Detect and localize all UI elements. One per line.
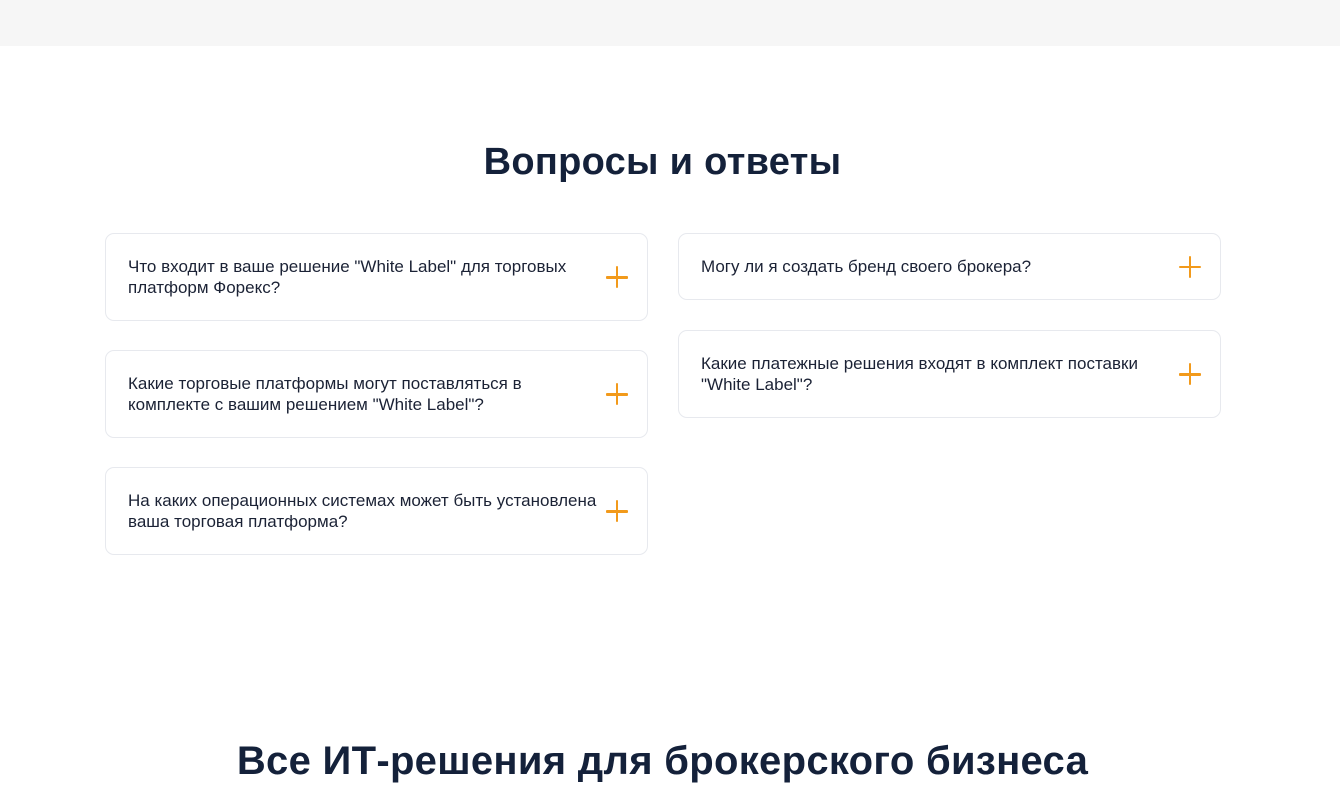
plus-icon[interactable] bbox=[606, 266, 628, 288]
faq-item[interactable] bbox=[678, 233, 1221, 300]
faq-item[interactable] bbox=[105, 467, 648, 555]
top-strip bbox=[0, 0, 1340, 46]
plus-icon[interactable] bbox=[1179, 363, 1201, 385]
faq-question: Какие торговые платформы могут поставляться в комплекте с вашим решением "White Label"? bbox=[128, 374, 522, 414]
faq-column-left bbox=[105, 233, 648, 584]
faq-question: Какие платежные решения входят в комплект поставки "White Label"? bbox=[701, 354, 1138, 394]
plus-icon[interactable] bbox=[1179, 256, 1201, 278]
solutions-title: Все ИТ-решения для брокерского бизнеса bbox=[236, 739, 1089, 783]
plus-icon[interactable] bbox=[606, 383, 628, 405]
faq-item[interactable] bbox=[678, 330, 1221, 418]
faq-item[interactable] bbox=[105, 233, 648, 321]
faq-title: Вопросы и ответы bbox=[483, 141, 842, 183]
faq-item[interactable] bbox=[105, 350, 648, 438]
plus-icon[interactable] bbox=[606, 500, 628, 522]
faq-question: Что входит в ваше решение "White Label" для торговых платформ Форекс? bbox=[128, 257, 567, 297]
faq-question: Могу ли я создать бренд своего брокера? bbox=[701, 257, 1032, 276]
faq-column-right bbox=[678, 233, 1221, 418]
faq-question: На каких операционных системах может быть установлена ваша торговая платформа? bbox=[128, 491, 597, 531]
